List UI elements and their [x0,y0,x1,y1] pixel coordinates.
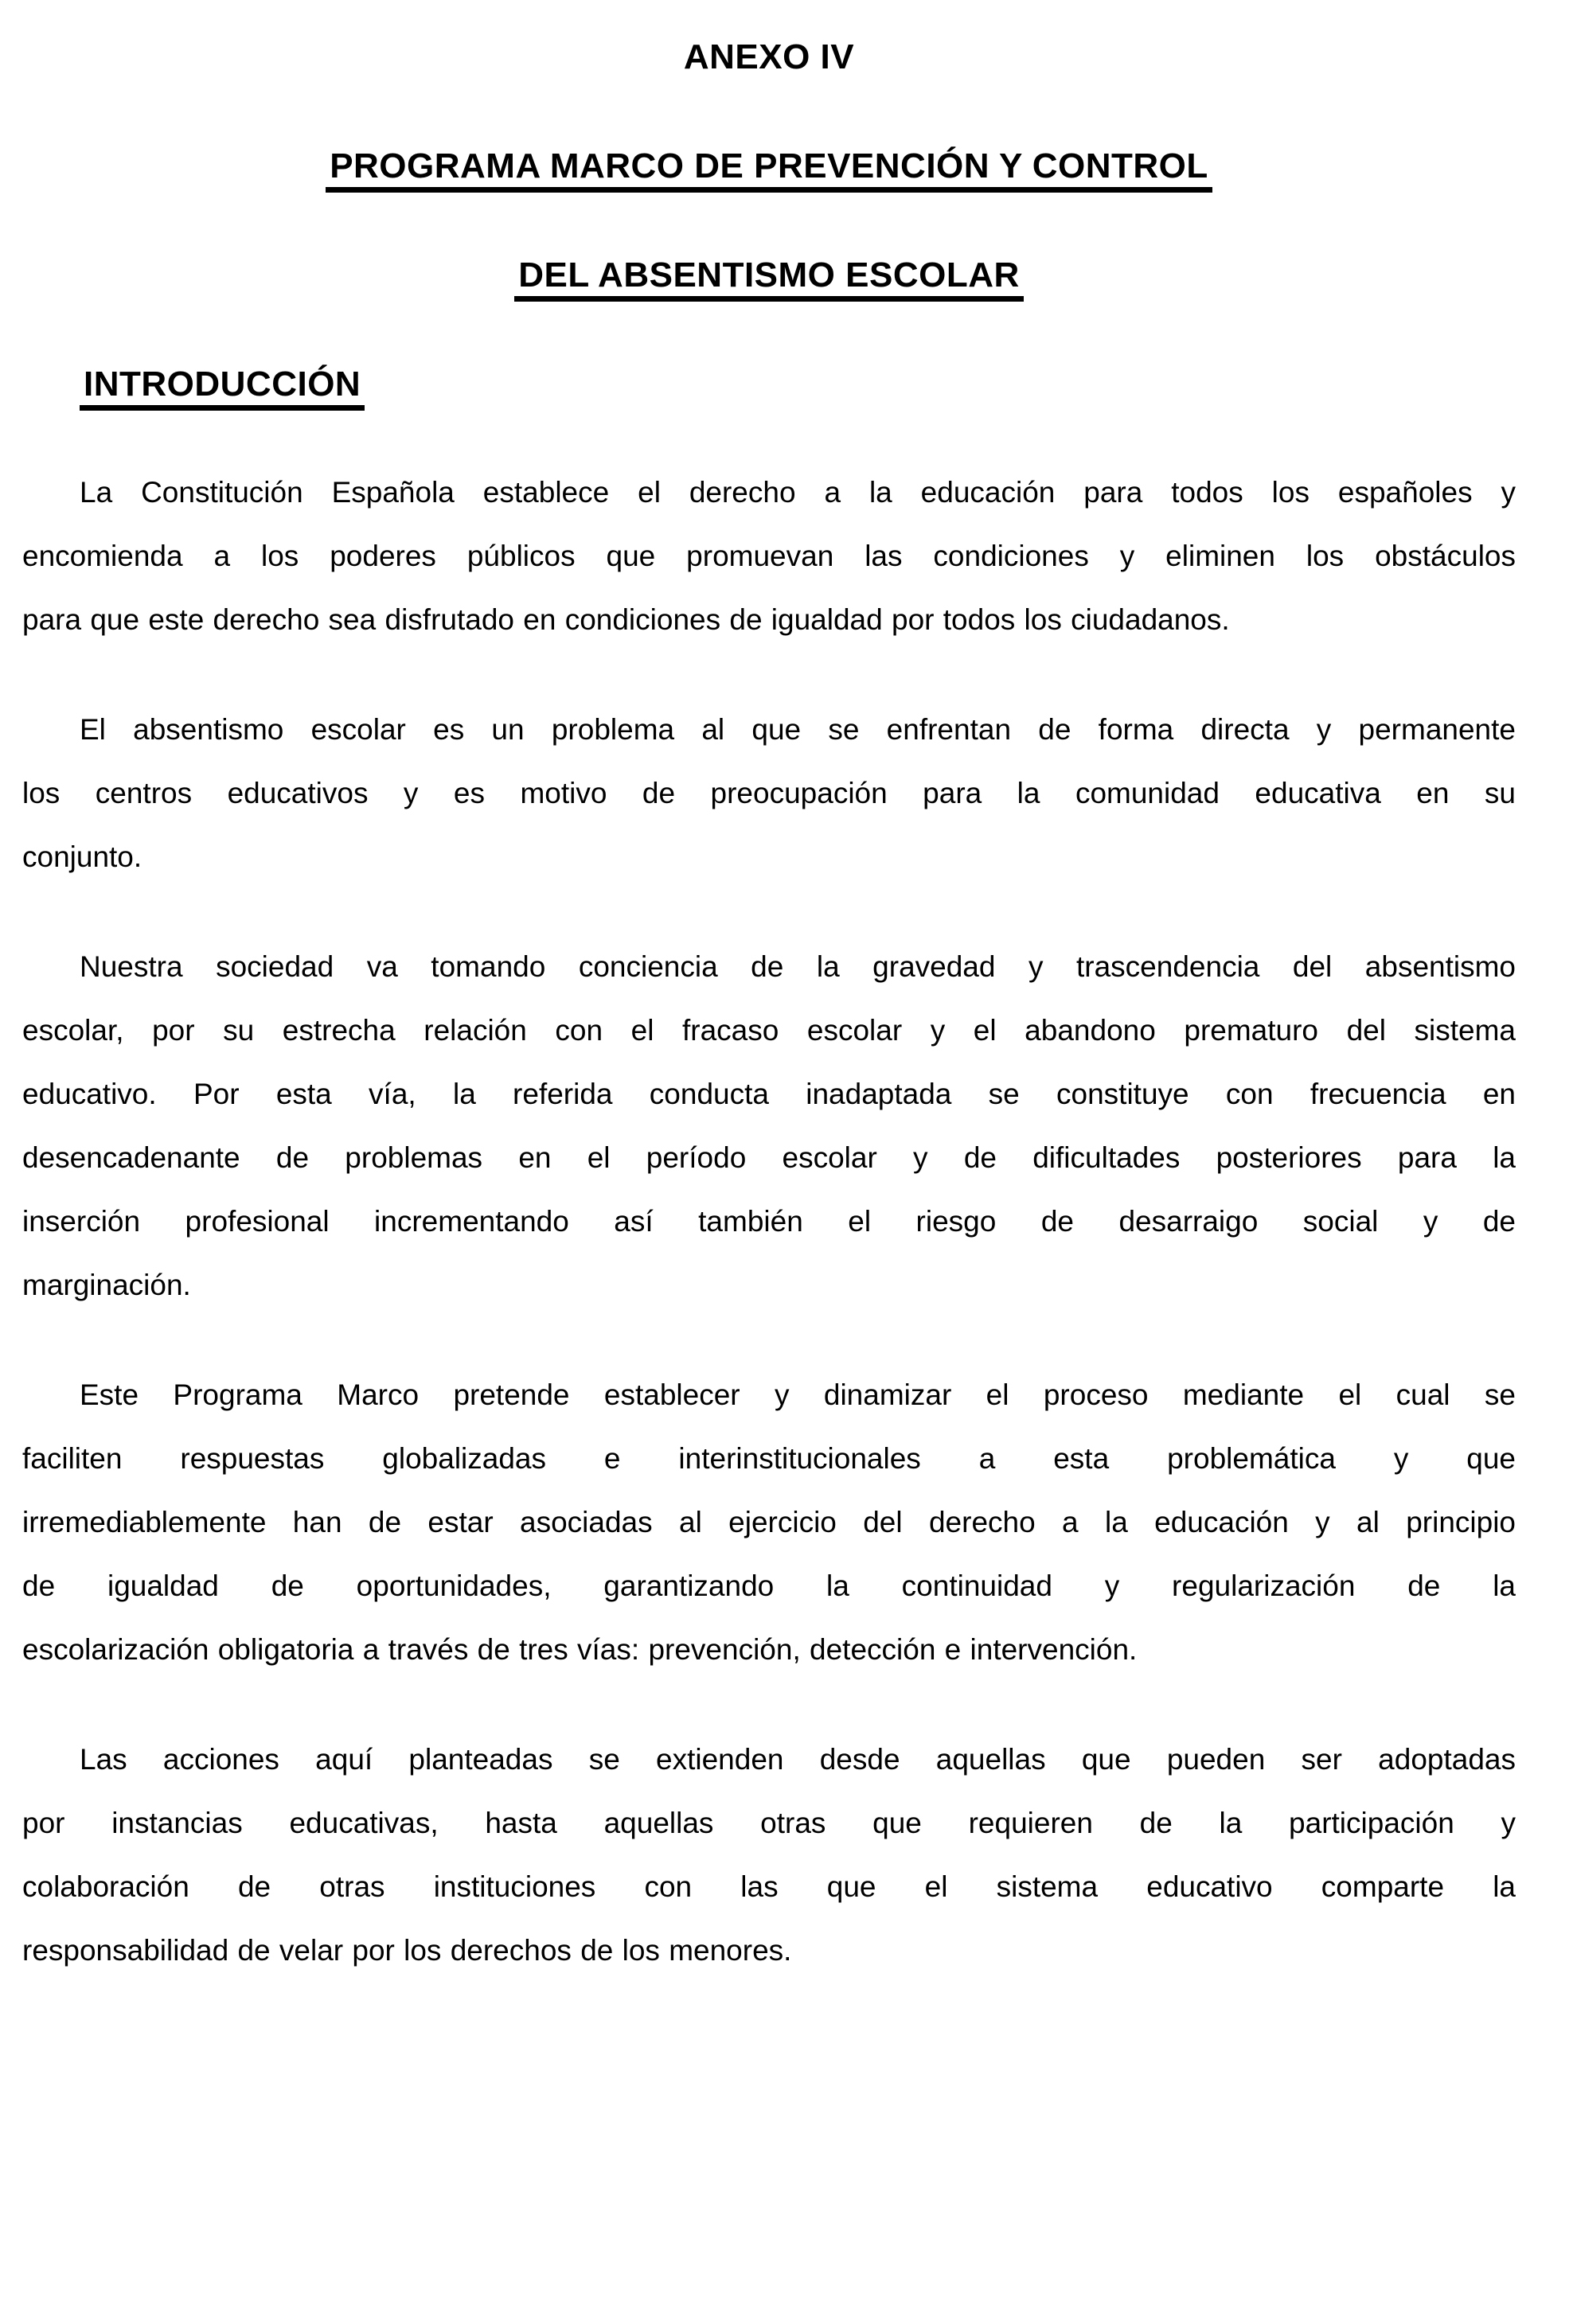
introduction-heading-text: INTRODUCCIÓN [80,365,365,411]
paragraph-line: por instancias educativas, hasta aquellas otras que requieren de la participación y [22,1807,1516,1839]
main-title-line-1 [22,147,1516,185]
main-title-line-2 [22,256,1516,294]
paragraph-line: Las acciones aquí planteadas se extienden desde aquellas que pueden ser adoptadas [80,1743,1516,1776]
paragraph-line: de igualdad de oportunidades, garantizando la continuidad y regularización de la [22,1569,1516,1602]
paragraph-line: inserción profesional incrementando así también el riesgo de desarraigo social y de [22,1205,1516,1238]
paragraph-line: La Constitución Española establece el derecho a la educación para todos los españoles y [80,476,1516,509]
paragraph-line: conjunto. [22,840,142,873]
paragraph-line: faciliten respuestas globalizadas e interinstitucionales a esta problemática y que [22,1442,1516,1475]
paragraph-line: para que este derecho sea disfrutado en condiciones de igualdad por todos los ciudadanos. [22,603,1230,636]
paragraph-line: los centros educativos y es motivo de preocupación para la comunidad educativa en su [22,777,1516,809]
paragraph-line: Este Programa Marco pretende establecer y dinamizar el proceso mediante el cual se [80,1378,1516,1411]
main-title-line-2-text: DEL ABSENTISMO ESCOLAR [514,255,1024,302]
paragraph-line: educativo. Por esta vía, la referida conducta inadaptada se constituye con frecuencia en [22,1078,1516,1110]
paragraph-line: responsabilidad de velar por los derechos de los menores. [22,1934,792,1967]
paragraph-line: escolarización obligatoria a través de tres vías: prevención, detección e intervención. [22,1633,1138,1666]
paragraph-4 [22,1363,1516,1682]
annex-title: ANEXO IV [683,37,855,76]
paragraph-line: desencadenante de problemas en el período escolar y de dificultades posteriores para la [22,1141,1516,1174]
paragraph-2 [22,698,1516,889]
paragraph-line: marginación. [22,1269,191,1301]
paragraph-1 [22,461,1516,652]
paragraph-line: escolar, por su estrecha relación con el fracaso escolar y el abandono prematuro del sistema [22,1014,1516,1047]
paragraph-line: colaboración de otras instituciones con las que el sistema educativo comparte la [22,1870,1516,1903]
introduction-heading [22,365,1516,404]
main-title-line-1-text: PROGRAMA MARCO DE PREVENCIÓN Y CONTROL [326,146,1212,193]
paragraph-line: encomienda a los poderes públicos que promuevan las condiciones y eliminen los obstáculos [22,540,1516,572]
paragraph-line: Nuestra sociedad va tomando conciencia de la gravedad y trascendencia del absentismo [80,950,1516,983]
paragraph-5 [22,1728,1516,1983]
paragraph-line: irremediablemente han de estar asociadas al ejercicio del derecho a la educación y al principio [22,1506,1516,1538]
paragraph-3 [22,935,1516,1317]
paragraph-line: El absentismo escolar es un problema al que se enfrentan de forma directa y permanente [80,713,1516,746]
